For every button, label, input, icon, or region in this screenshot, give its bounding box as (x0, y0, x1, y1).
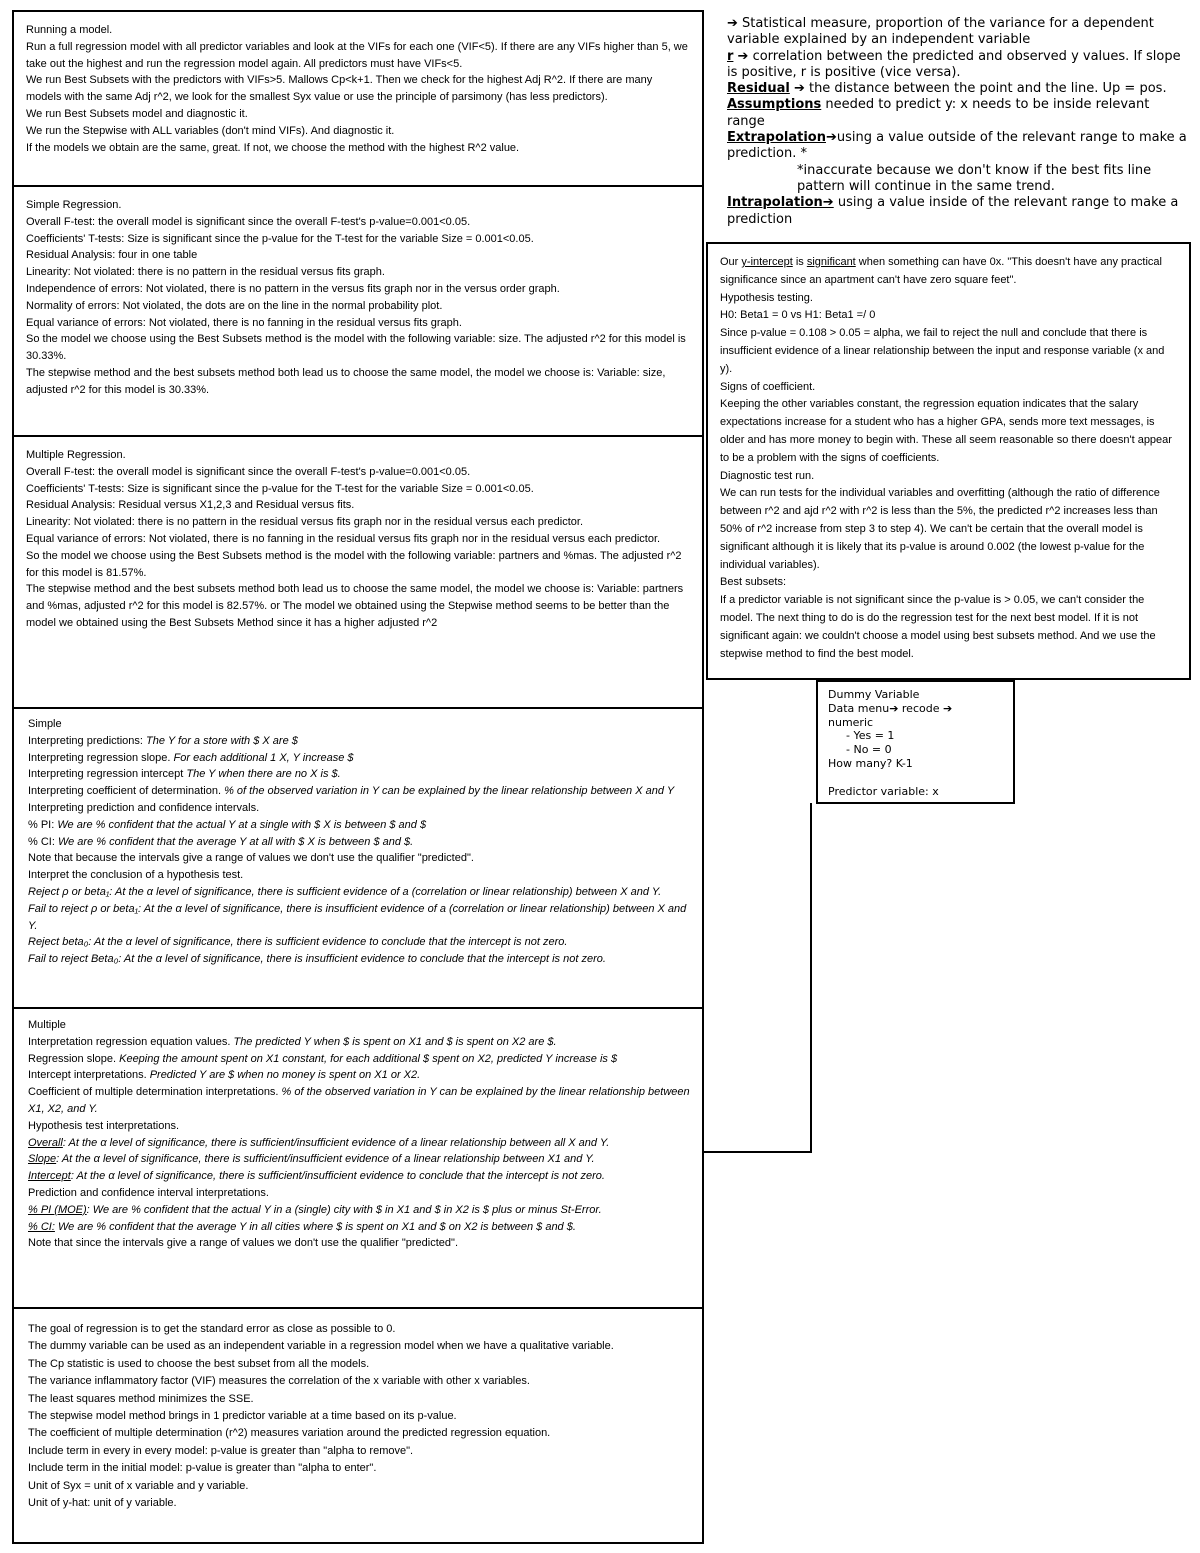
best-subsets-text: If a predictor variable is not significant since the p-value is > 0.05, we can't consider the model. The next thing to do is do the regression test for the next best model. If it is not significant again: we couldn't choose a model using best subsets method. And we use the stepwise method to find the best model. (720, 594, 1156, 660)
running-model-line: We run Best Subsets model and diagnostic it. (26, 107, 248, 120)
simple-regression-line: Residual Analysis: four in one table (26, 249, 198, 262)
connector-vertical-line (810, 803, 812, 1153)
definition-extrapolation: Extrapolation➔using a value outside of the relevant range to make a prediction. * (727, 130, 1187, 162)
diagnostic-text: We can run tests for the individual variables and overfitting (although the ratio of difference between r^2 and ajd r^2 with r^2 is less than the 5%, the predicted r^2 increases less than 50% of r^2 increase from step 3 to step 4). We can't be certain that the overall model is significant although it is likely that its p-value is around 0.002 (the lowest p-value for the individual variables). (720, 487, 1160, 571)
intercept-significance: Our y-intercept is significant when something can have 0x. "This doesn't have any practical significance since an apartment can't have zero square feet". (720, 256, 1162, 286)
fact-line: Include term in every in every model: p-value is greater than "alpha to remove". (28, 1444, 414, 1457)
diagnostic-heading: Diagnostic test run. (720, 469, 815, 482)
fact-line: The coefficient of multiple determination (r^2) measures variation around the predicted regression equation. (28, 1427, 551, 1440)
interp-multi-intercept-test: Intercept: At the α level of significance, there is sufficient/insufficient evidence to conclude that the intercept is not zero. (28, 1170, 605, 1183)
simple-regression-line: Equal variance of errors: Not violated, there is no fanning in the residual versus fits graph. (26, 316, 462, 329)
interp-reject-rho: Reject ρ or beta₁: At the α level of significance, there is sufficient evidence of a (correlation or linear relationship) between X and Y. (28, 885, 662, 898)
signs-text: Keeping the other variables constant, the regression equation indicates that the salary expectations increase for a student who has a higher GPA, sends more text messages, is older and has more money to begin with. These all seem reasonable so there doesn't appear to be a problem with the signs of coefficients. (720, 398, 1172, 464)
fact-line: Unit of Syx = unit of x variable and y variable. (28, 1479, 249, 1492)
hypothesis-text: Since p-value = 0.108 > 0.05 = alpha, we fail to reject the null and conclude that there is insufficient evidence of a linear relationship between the input and response variable (x and y). (720, 327, 1165, 375)
fact-line: Unit of y-hat: unit of y variable. (28, 1497, 177, 1510)
simple-regression-line: So the model we choose using the Best Subsets method is the model with the following variable: size. The adjusted r^2 for this model is 30.33%. (26, 333, 686, 363)
multiple-regression-title: Multiple Regression. (26, 449, 126, 461)
definition-residual: Residual ➔ the distance between the point and the line. Up = pos. (727, 81, 1167, 97)
interp-ci: % CI: We are % confident that the average Y at all with $ X is between $ and $. (28, 835, 414, 848)
interp-predictions: Interpreting predictions: The Y for a store with $ X are $ (28, 734, 298, 747)
simple-regression-line: Normality of errors: Not violated, the dots are on the line in the normal probability plot. (26, 299, 443, 312)
definition-assumptions: Assumptions needed to predict y: x needs to be inside relevant range (727, 97, 1150, 129)
interp-fail-b0: Fail to reject Beta₀: At the α level of significance, there is insufficient evidence to conclude that the intercept is not zero. (28, 953, 606, 966)
dummy-data-menu: Data menu➔ recode ➔ (828, 701, 953, 715)
running-model-line: If the models we obtain are the same, great. If not, we choose the method with the highest R^2 value. (26, 141, 520, 154)
multiple-interp-title: Multiple (28, 1019, 66, 1031)
multiple-regression-line: Coefficients' T-tests: Size is significant since the p-value for the T-test for the variable Size = 0.001<0.05. (26, 482, 534, 495)
interp-reject-b0: Reject beta₀: At the α level of significance, there is sufficient evidence to conclude that the intercept is not zero. (28, 936, 568, 949)
interp-multi-intercept: Intercept interpretations. Predicted Y are $ when no money is spent on X1 or X2. (28, 1069, 421, 1082)
multiple-regression-line: Equal variance of errors: Not violated, there is no fanning in the residual versus fits graph nor in the residual versus each predictor. (26, 532, 661, 545)
running-model-line: We run Best Subsets with the predictors with VIFs>5. Mallows Cp<k+1. Then we check for the highest Adj R^2. If there are many models with the same Adj r^2, we look for the smallest Syx value or use the principle of parsimony (has less predictors). (26, 74, 653, 104)
fact-line: The variance inflammatory factor (VIF) measures the correlation of the x variable with other x variables. (28, 1375, 530, 1388)
signs-heading: Signs of coefficient. (720, 380, 816, 393)
simple-regression-line: Overall F-test: the overall model is significant since the overall F-test's p-value=0.001<0.05. (26, 215, 471, 228)
running-model-box (12, 10, 704, 187)
multiple-interpretations-box (12, 1007, 704, 1309)
interp-multi-note: Note that since the intervals give a range of values we don't use the qualifier "predicted". (28, 1237, 458, 1250)
running-model-title: Running a model. (26, 24, 113, 36)
dummy-no: - No = 0 (846, 743, 892, 757)
dummy-variable-box (816, 680, 1015, 804)
interp-overall: Overall: At the α level of significance, there is sufficient/insufficient evidence of a linear relationship between all X and Y. (28, 1136, 610, 1149)
definition-extrapolation-note: *inaccurate because we don't know if the best fits line pattern will continue in the same trend. (797, 162, 1152, 194)
best-subsets-heading: Best subsets: (720, 576, 787, 589)
definitions-section (727, 16, 1187, 228)
intercept-hypothesis-box (706, 242, 1191, 680)
simple-interp-title: Simple (28, 718, 62, 730)
simple-regression-line: Coefficients' T-tests: Size is significant since the p-value for the T-test for the variable Size = 0.001<0.05. (26, 232, 534, 245)
connector-horizontal-line (704, 1151, 812, 1153)
definition-r: r ➔ correlation between the predicted and observed y values. If slope is positive, r is positive (vice versa). (727, 48, 1181, 80)
definition-intrapolation: Intrapolation➔ using a value inside of the relevant range to make a prediction (727, 195, 1179, 227)
interp-multi-slope-test: Slope: At the α level of significance, there is sufficient/insufficient evidence of a linear relationship between X1 and Y. (28, 1153, 595, 1166)
interp-hypothesis-heading: Interpret the conclusion of a hypothesis test. (28, 869, 244, 882)
facts-box (12, 1307, 704, 1544)
fact-line: The dummy variable can be used as an independent variable in a regression model when we have a qualitative variable. (28, 1340, 614, 1353)
interp-coefficient: Interpreting coefficient of determination. % of the observed variation in Y can be explained by the linear relationship between X and Y (28, 785, 675, 798)
multiple-regression-box (12, 435, 704, 709)
fact-line: The Cp statistic is used to choose the best subset from all the models. (28, 1357, 370, 1370)
simple-regression-title: Simple Regression. (26, 199, 122, 211)
fact-line: Include term in the initial model: p-value is greater than "alpha to enter". (28, 1462, 377, 1475)
dummy-spacer (828, 771, 1003, 785)
interp-note: Note that because the intervals give a range of values we don't use the qualifier "predicted". (28, 852, 474, 865)
simple-regression-line: The stepwise method and the best subsets method both lead us to choose the same model, the model we choose is: Variable: size, adjusted r^2 for this model is 30.33%. (26, 366, 666, 396)
simple-regression-line: Linearity: Not violated: there is no pattern in the residual versus fits graph. (26, 266, 385, 279)
hypothesis-heading: Hypothesis testing. (720, 291, 813, 304)
multiple-regression-line: The stepwise method and the best subsets method both lead us to choose the same model, the model we choose is: Variable: partners and %mas, adjusted r^2 for this model is 82.57%. or The model we obtained using the Stepwise method seems to be better than the model we obtained using the Best Subsets Method since it has a higher adjusted r^2 (26, 583, 684, 629)
interp-multi-intervals-heading: Prediction and confidence interval interpretations. (28, 1186, 269, 1199)
multiple-regression-line: Residual Analysis: Residual versus X1,2,3 and Residual versus fits. (26, 499, 355, 512)
multiple-regression-line: So the model we choose using the Best Subsets method is the model with the following variable: partners and %mas. The adjusted r^2 for this model is 81.57%. (26, 549, 682, 579)
simple-regression-line: Independence of errors: Not violated, there is no pattern in the versus fits graph nor in the versus order graph. (26, 282, 560, 295)
running-model-line: We run the Stepwise with ALL variables (don't mind VIFs). And diagnostic it. (26, 124, 395, 137)
dummy-numeric: numeric (828, 715, 874, 729)
running-model-line: Run a full regression model with all predictor variables and look at the VIFs for each one (VIF<5). If there are any VIFs higher than 5, we take out the highest and run the regression model again. All predictors must have VIFs<5. (26, 40, 688, 70)
fact-line: The stepwise model method brings in 1 predictor variable at a time based on its p-value. (28, 1410, 457, 1423)
fact-line: The least squares method minimizes the SSE. (28, 1392, 254, 1405)
interp-multi-slope: Regression slope. Keeping the amount spent on X1 constant, for each additional $ spent on X2, predicted Y increase is $ (28, 1052, 618, 1065)
definition-r-squared: ➔ Statistical measure, proportion of the variance for a dependent variable explained by an independent variable (727, 16, 1154, 48)
dummy-yes: - Yes = 1 (846, 729, 895, 743)
multiple-regression-line: Overall F-test: the overall model is significant since the overall F-test's p-value=0.001<0.05. (26, 465, 471, 478)
interp-equation: Interpretation regression equation values. The predicted Y when $ is spent on X1 and $ is spent on X2 are $. (28, 1035, 557, 1048)
interp-multi-coefficient: Coefficient of multiple determination interpretations. % of the observed variation in Y can be explained by the linear relationship between X1, X2, and Y. (28, 1086, 690, 1115)
interp-slope: Interpreting regression slope. For each additional 1 X, Y increase $ (28, 751, 354, 764)
interp-multi-pi: % PI (MOE): We are % confident that the actual Y in a (single) city with $ in X1 and $ in X2 is $ plus or minus St-Error. (28, 1203, 602, 1216)
multiple-regression-line: Linearity: Not violated: there is no pattern in the residual versus fits graph nor in the residual versus each predictor. (26, 516, 584, 529)
fact-line: The goal of regression is to get the standard error as close as possible to 0. (28, 1323, 396, 1335)
dummy-how-many: How many? K-1 (828, 756, 913, 770)
hypothesis-line: H0: Beta1 = 0 vs H1: Beta1 =/ 0 (720, 309, 876, 322)
interp-multi-hyp-heading: Hypothesis test interpretations. (28, 1119, 180, 1132)
simple-interpretations-box (12, 707, 704, 1009)
interp-intervals-heading: Interpreting prediction and confidence intervals. (28, 801, 260, 814)
interp-intercept: Interpreting regression intercept The Y when there are no X is $. (28, 768, 341, 781)
simple-regression-box (12, 185, 704, 437)
interp-pi: % PI: We are % confident that the actual Y at a single with $ X is between $ and $ (28, 818, 427, 831)
interp-fail-rho: Fail to reject ρ or beta₁: At the α level of significance, there is insufficient evidence of a (correlation or linear relationship) between X and Y. (28, 902, 687, 932)
interp-multi-ci: % CI: We are % confident that the average Y in all cities where $ is spent on X1 and $ on X2 is between $ and $. (28, 1220, 576, 1233)
dummy-predictor: Predictor variable: x (828, 784, 939, 798)
dummy-title: Dummy Variable (828, 688, 920, 701)
